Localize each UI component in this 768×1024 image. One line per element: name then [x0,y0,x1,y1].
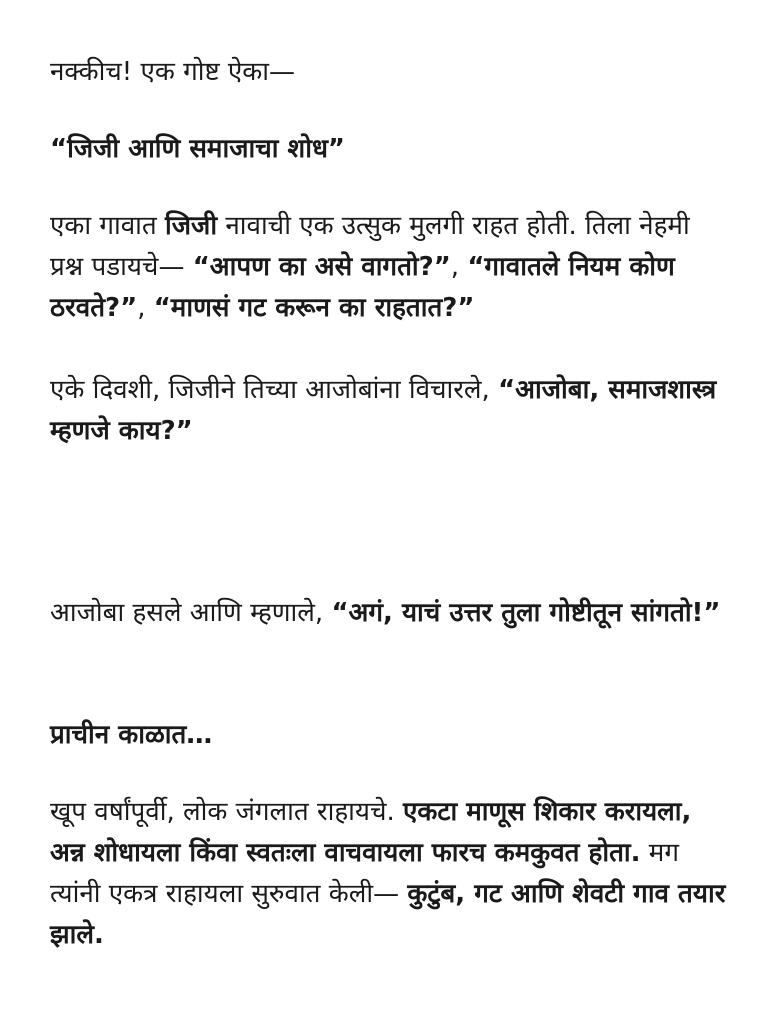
separator: , [450,252,468,282]
paragraph-text: मग त्यांनी एकत्र राहायला सुरुवात केली— [50,838,679,909]
intro-text: नक्कीच! एक गोष्ट ऐका— [50,57,296,87]
story-title-text: “जिजी आणि समाजाचा शोध” [50,134,346,164]
paragraph-text: एके दिवशी, जिजीने तिच्या आजोबांना विचारले, [50,375,499,405]
character-name: जिजी [165,211,218,241]
quoted-reply: “अगं, याचं उत्तर तुला गोष्टीतून सांगतो!” [331,598,721,628]
paragraph-grandfather-reply [50,593,730,634]
section-heading-text: प्राचीन काळात… [50,720,213,750]
quoted-question: “आपण का असे वागतो?” [192,252,451,282]
quoted-question: “गावातले नियम कोण ठरवते?” [50,252,675,323]
paragraph-asking-grandfather [50,370,730,452]
emphasis-text: कुटुंब, गट आणि शेवटी गाव तयार झाले. [50,879,726,950]
section-heading [50,715,730,756]
quoted-question: “माणसं गट करून का राहतात?” [153,293,475,323]
paragraph-text: नावाची एक उत्सुक मुलगी राहत होती. तिला नेहमी प्रश्न पडायचे— [50,211,690,282]
paragraph-ancient-times [50,792,730,956]
quoted-question: “आजोबा, समाजशास्त्र म्हणजे काय?” [50,375,717,446]
paragraph-text: खूप वर्षांपूर्वी, लोक जंगलात राहायचे. [50,797,404,827]
paragraph-questions [50,206,730,329]
paragraph-text: एका गावात [50,211,165,241]
intro-line [50,52,730,93]
emphasis-text: एकटा माणूस शिकार करायला, अन्न शोधायला किंवा स्वतःला वाचवायला फारच कमकुवत होता. [50,797,692,868]
paragraph-text: आजोबा हसले आणि म्हणाले, [50,598,332,628]
story-title [50,129,730,170]
separator: , [137,293,154,323]
